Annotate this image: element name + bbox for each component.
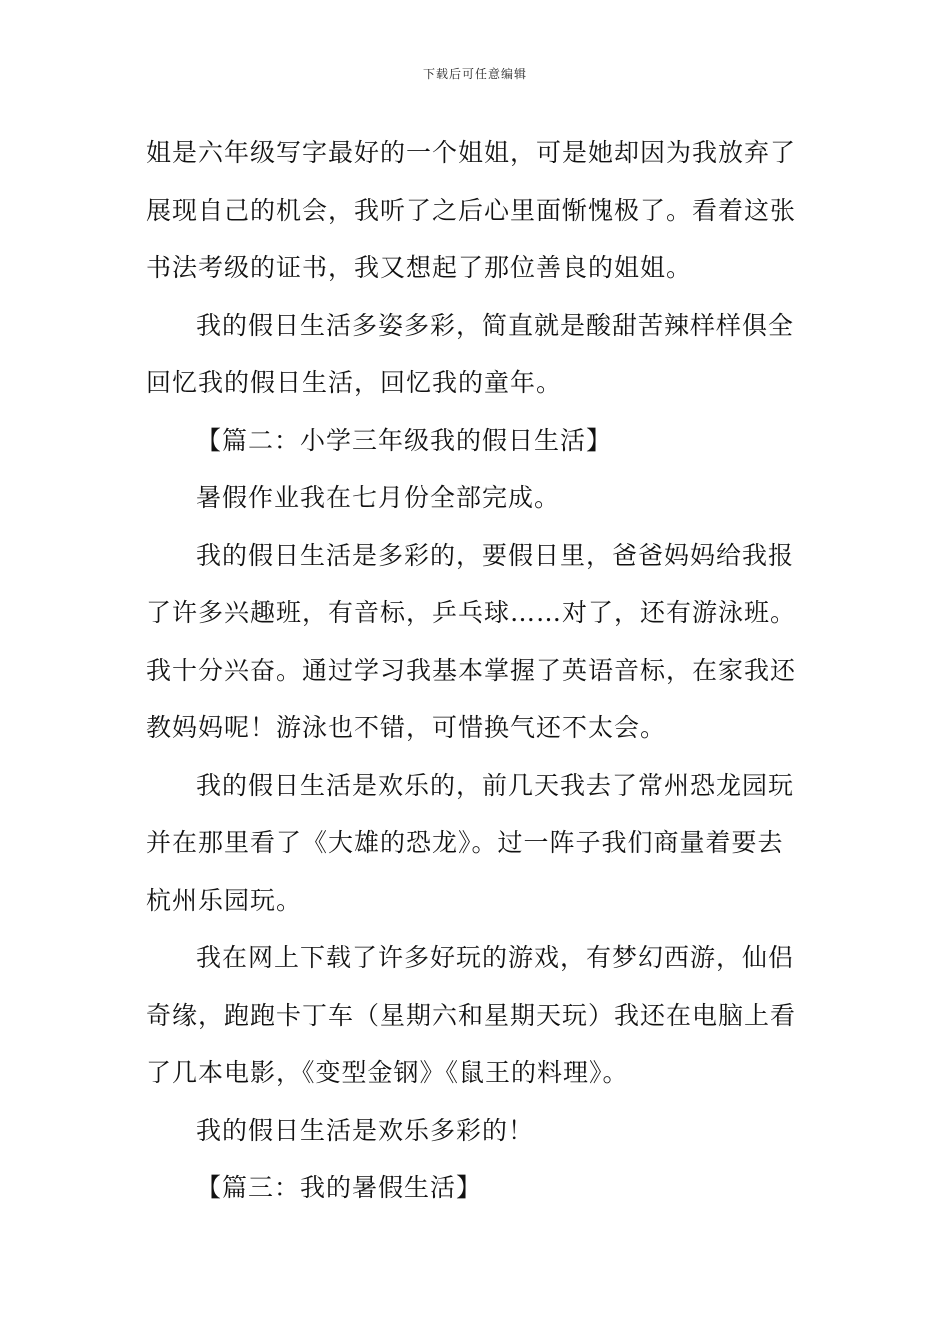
text-line: 我的假日生活多姿多彩，简直就是酸甜苦辣样样俱全: [196, 310, 795, 340]
section-heading-text: 【篇三：我的暑假生活】: [196, 1173, 483, 1202]
text-line: 了许多兴趣班，有音标，乒乓球……对了，还有游泳班。: [146, 598, 797, 627]
text-line: 我的假日生活是欢乐多彩的！: [196, 1115, 535, 1145]
paragraph: [146, 469, 808, 527]
paragraph: [146, 124, 808, 297]
document-body: [146, 124, 808, 1217]
page-header: 下载后可任意编辑: [422, 67, 527, 81]
text-line: 我在网上下载了许多好玩的游戏，有梦幻西游，仙侣: [196, 943, 795, 972]
text-line: 书法考级的证书，我又想起了那位善良的姐姐。: [146, 253, 693, 282]
text-line: 杭州乐园玩。: [146, 885, 303, 915]
paragraph: [146, 527, 808, 757]
text-line: 回忆我的假日生活，回忆我的童年。: [146, 368, 563, 397]
paragraph: [146, 297, 808, 412]
section-heading: [146, 412, 808, 470]
text-line: 我十分兴奋。通过学习我基本掌握了英语音标，在家我还: [146, 655, 797, 685]
text-line: 我的假日生活是多彩的，要假日里，爸爸妈妈给我报: [196, 540, 795, 570]
text-line: 并在那里看了《大雄的恐龙》。过一阵子我们商量着要去: [146, 828, 784, 857]
text-line: 我的假日生活是欢乐的，前几天我去了常州恐龙园玩: [196, 770, 795, 800]
text-line: 教妈妈呢！游泳也不错，可惜换气还不太会。: [146, 713, 667, 742]
section-heading: [146, 1159, 808, 1217]
text-line: 展现自己的机会，我听了之后心里面惭愧极了。看着这张: [146, 195, 797, 225]
text-line: 暑假作业我在七月份全部完成。: [196, 483, 561, 512]
text-line: 姐是六年级写字最好的一个姐姐，可是她却因为我放弃了: [146, 138, 797, 167]
paragraph: [146, 757, 808, 930]
section-heading-text: 【篇二：小学三年级我的假日生活】: [196, 425, 613, 455]
text-line: 了几本电影，《变型金钢》《鼠王的料理》。: [146, 1058, 629, 1087]
paragraph: [146, 1102, 808, 1160]
paragraph: [146, 929, 808, 1102]
text-line: 奇缘，跑跑卡丁车（星期六和星期天玩）我还在电脑上看: [146, 1000, 797, 1030]
